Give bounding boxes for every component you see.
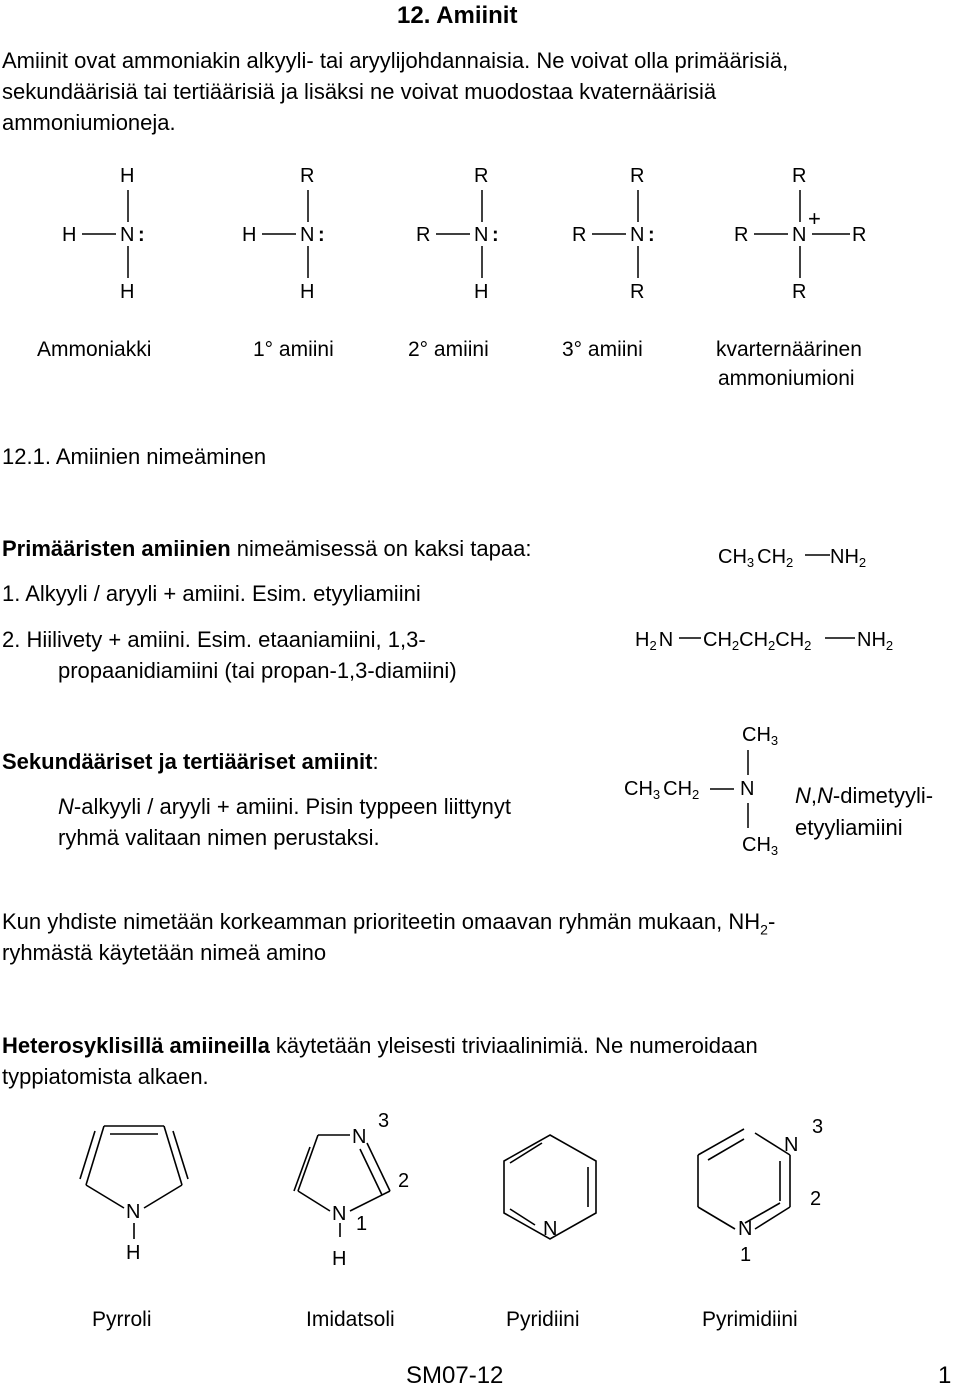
atom-r-bottom: R <box>792 281 807 303</box>
secondary-line-1-text: -alkyyli / aryyli + amiini. Pisin typpeen liittynyt <box>73 794 511 819</box>
atom-r-top: R <box>630 165 645 187</box>
example-name-line-2: etyyliamiini <box>795 815 903 840</box>
intro-line-1: Amiinit ovat ammoniakin alkyyli- tai aryylijohdannaisia. Ne voivat olla primäärisiä, <box>2 48 789 73</box>
example-name-rest: -dimetyyli- <box>832 783 934 808</box>
atom-r-left: R <box>572 224 587 246</box>
ring-atom-n1: N <box>332 1203 347 1225</box>
svg-text:CH2CH2CH2: $CH_2CH_2CH_2$ <box>703 629 812 653</box>
ring-number-3: 3 <box>378 1110 390 1132</box>
ring-number-2: 2 <box>810 1188 822 1210</box>
label-secondary-amine: 2° amiini <box>408 338 489 361</box>
comma: , <box>810 783 818 808</box>
ring-number-1: 1 <box>740 1244 752 1266</box>
page-title: 12. Amiinit <box>397 2 518 29</box>
ring-atom-n3: N <box>784 1134 799 1156</box>
italic-n: N <box>817 783 833 808</box>
atom-h-top: H <box>120 165 135 187</box>
label-quaternary-1: kvarternäärinen <box>716 338 862 361</box>
lone-pair-colon: : <box>138 224 145 246</box>
propanediamine-formula <box>625 618 925 658</box>
dimethylethylamine-structure <box>610 715 800 865</box>
ethylamine-formula <box>700 535 900 575</box>
ring-number-1: 1 <box>356 1213 368 1235</box>
atom-r-right: R <box>852 224 867 246</box>
lone-pair-colon: : <box>492 224 499 246</box>
label-quaternary-2: ammoniumioni <box>718 367 855 390</box>
atom-h-bottom: H <box>120 281 135 303</box>
svg-text:N: N <box>740 778 755 800</box>
heterocyclic-line-2: typpiatomista alkaen. <box>2 1064 209 1089</box>
secondary-heading <box>2 746 379 777</box>
svg-text:CH3CH2: $CH_3$ $CH_2$ <box>718 546 794 570</box>
primary-rest: nimeämisessä on kaksi tapaa: <box>230 536 532 561</box>
heterocyclic-bold: Heterosyklisillä amiineilla <box>2 1033 270 1058</box>
secondary-line-1 <box>58 791 511 822</box>
ring-atom-n1: N <box>738 1218 753 1240</box>
section-heading: 12.1. Amiinien nimeäminen <box>2 444 267 469</box>
intro-line-2: sekundäärisiä tai tertiäärisiä ja lisäksi ne voivat muodostaa kvaternäärisiä <box>2 79 717 104</box>
svg-text:CH3CH2: $CH_3$ $CH_2$ <box>624 778 700 802</box>
heterocyclic-line-1 <box>2 1030 758 1061</box>
label-ammoniakki: Ammoniakki <box>37 338 152 361</box>
ring-atom-n: N <box>126 1201 141 1223</box>
ring-number-3: 3 <box>812 1116 824 1138</box>
secondary-line-2: ryhmä valitaan nimen perustaksi. <box>58 825 380 850</box>
atom-r-left: R <box>734 224 749 246</box>
label-primary-amine: 1° amiini <box>253 338 334 361</box>
svg-text:NH2: $NH_2$ <box>857 629 894 653</box>
amine-types-diagram <box>0 150 960 320</box>
primary-item-1: 1. Alkyyli / aryyli + amiini. Esim. etyyliamiini <box>2 581 421 606</box>
ring-name-pyrroli: Pyrroli <box>92 1308 152 1331</box>
atom-r-bottom: R <box>630 281 645 303</box>
ring-name-pyridiini: Pyridiini <box>506 1308 580 1331</box>
priority-text-b: - <box>767 909 776 934</box>
atom-r-left: R <box>416 224 431 246</box>
atom-r-top: R <box>474 165 489 187</box>
primary-item-2-line-1: 2. Hiilivety + amiini. Esim. etaaniamiini, 1,3- <box>2 627 426 652</box>
ring-atom-n3: N <box>352 1126 367 1148</box>
italic-n: N <box>58 794 74 819</box>
atom-n: N <box>300 224 315 246</box>
lone-pair-colon: : <box>648 224 655 246</box>
page-number: 1 <box>938 1362 952 1389</box>
example-name-line-1 <box>795 780 933 811</box>
intro-line-3: ammoniumioneja. <box>2 110 176 135</box>
priority-line-2: ryhmästä käytetään nimeä amino <box>2 940 327 965</box>
secondary-bold: Sekundääriset ja tertiääriset amiinit <box>2 749 373 774</box>
atom-n: N <box>474 224 489 246</box>
atom-h-bottom: H <box>300 281 315 303</box>
priority-text-a: Kun yhdiste nimetään korkeamman prioriteetin omaavan ryhmän mukaan, NH <box>2 909 761 934</box>
atom-r-top: R <box>300 165 315 187</box>
atom-h-left: H <box>62 224 77 246</box>
italic-n: N <box>795 783 811 808</box>
priority-sub: 2 <box>760 921 768 938</box>
svg-text:H2N: $H_2$ N <box>635 629 674 653</box>
heterocyclic-rest: käytetään yleisesti triviaalinimiä. Ne numeroidaan <box>269 1033 758 1058</box>
ring-number-2: 2 <box>398 1170 410 1192</box>
footer-code: SM07-12 <box>406 1362 504 1389</box>
ring-name-imidatsoli: Imidatsoli <box>306 1308 395 1331</box>
svg-text:NH2: $NH_2$ <box>830 546 867 570</box>
atom-n: N <box>120 224 135 246</box>
ring-atom-h: H <box>126 1242 141 1264</box>
primary-bold: Primääristen amiinien <box>2 536 231 561</box>
svg-text:CH3: $CH_3$ <box>742 834 779 858</box>
primary-intro <box>2 533 531 564</box>
label-tertiary-amine: 3° amiini <box>562 338 643 361</box>
atom-h-bottom: H <box>474 281 489 303</box>
heterocycle-rings <box>0 1105 960 1285</box>
atom-n: N <box>792 224 807 246</box>
plus-charge: + <box>808 206 821 231</box>
ring-name-pyrimidiini: Pyrimidiini <box>702 1308 798 1331</box>
ring-atom-n: N <box>543 1218 558 1240</box>
atom-r-top: R <box>792 165 807 187</box>
atom-h-left: H <box>242 224 257 246</box>
lone-pair-colon: : <box>318 224 325 246</box>
svg-text:CH3: $CH_3$ <box>742 724 779 748</box>
secondary-colon: : <box>372 749 379 774</box>
ring-atom-h: H <box>332 1248 347 1270</box>
atom-n: N <box>630 224 645 246</box>
primary-item-2-line-2: propaanidiamiini (tai propan-1,3-diamiini) <box>58 658 457 683</box>
